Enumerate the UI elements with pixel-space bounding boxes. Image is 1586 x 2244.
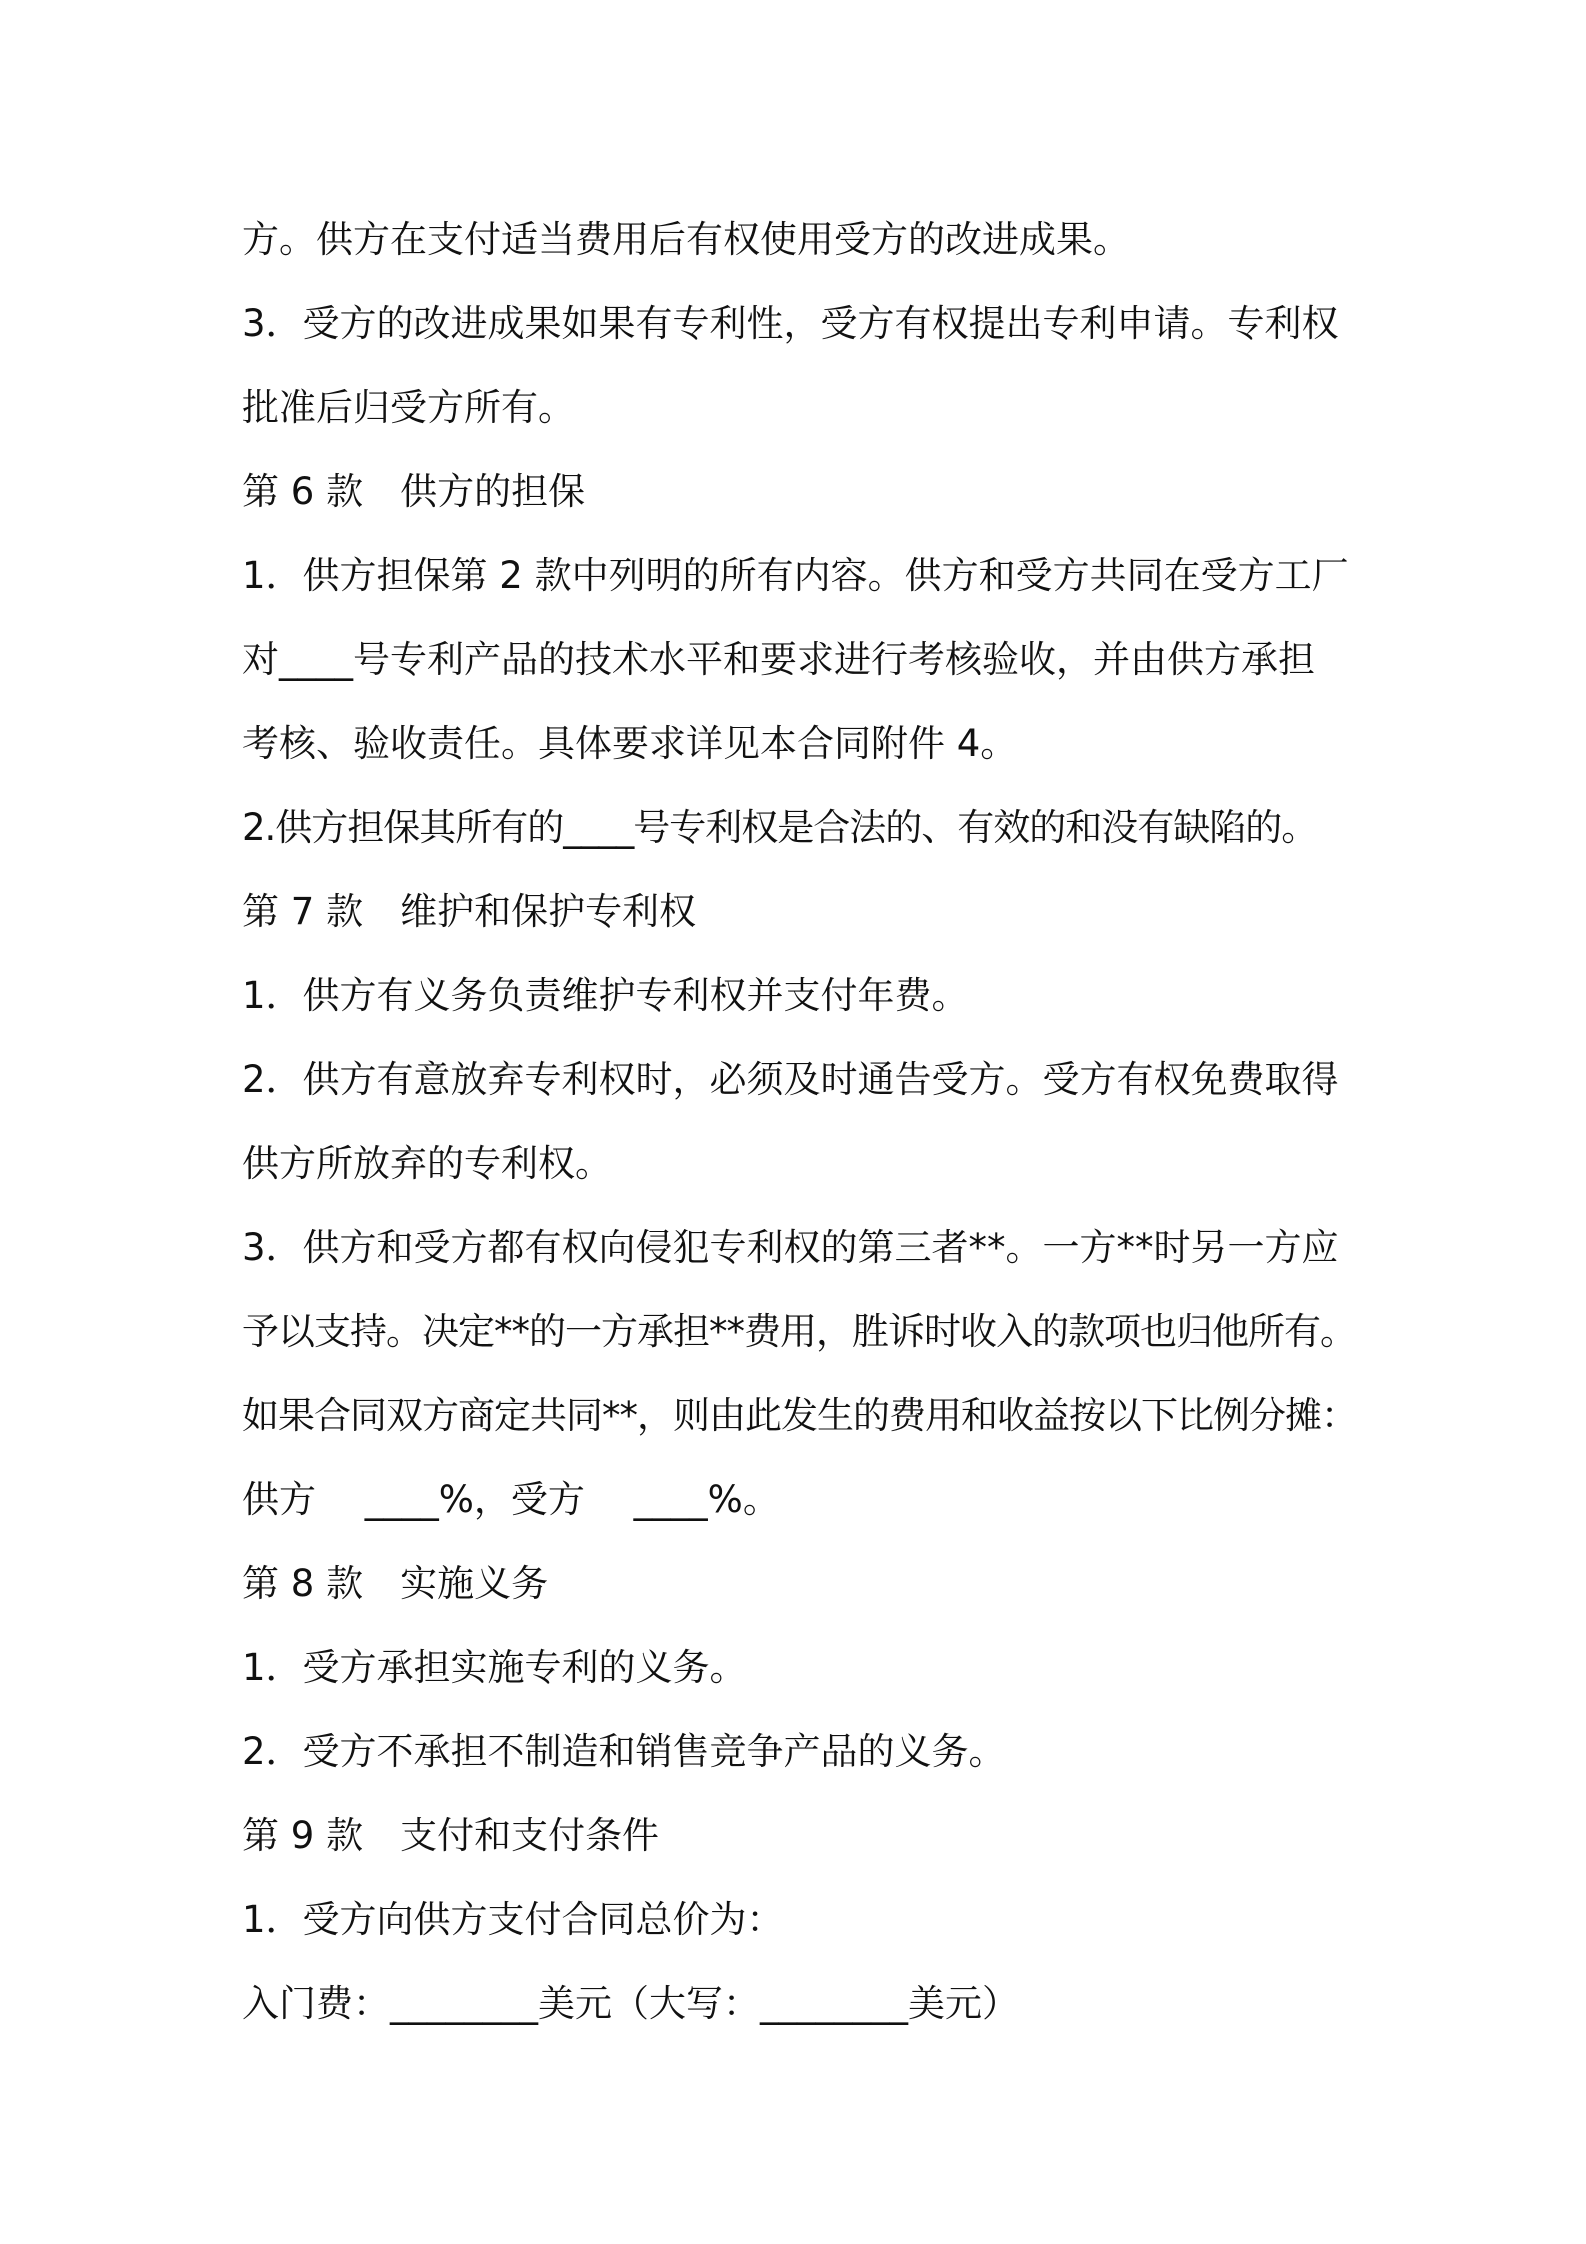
section-heading-7: 第 7 款 维护和保护专利权 (242, 890, 697, 933)
paragraph-line: 1．供方担保第 2 款中列明的所有内容。供方和受方共同在受方工厂 (242, 554, 1349, 597)
paragraph-line: 供方 ____%，受方 ____%。 (242, 1478, 780, 1521)
paragraph-line: 1．供方有义务负责维护专利权并支付年费。 (242, 974, 969, 1017)
paragraph-line: 1．受方承担实施专利的义务。 (242, 1646, 747, 1689)
paragraph-line: 2．受方不承担不制造和销售竞争产品的义务。 (242, 1730, 1006, 1773)
paragraph-line: 2.供方担保其所有的____号专利权是合法的、有效的和没有缺陷的。 (242, 806, 1318, 849)
paragraph-line: 2．供方有意放弃专利权时，必须及时通告受方。受方有权免费取得 (242, 1058, 1339, 1101)
paragraph-line: 批准后归受方所有。 (242, 386, 575, 429)
paragraph-line: 入门费：________美元（大写：________美元） (242, 1982, 1019, 2025)
paragraph-line: 对____号专利产品的技术水平和要求进行考核验收，并由供方承担 (242, 638, 1315, 681)
document-body (242, 198, 1362, 2046)
paragraph-line: 予以支持。决定**的一方承担**费用，胜诉时收入的款项也归他所有。 (242, 1310, 1356, 1353)
section-heading-6: 第 6 款 供方的担保 (242, 470, 586, 513)
paragraph-line: 3．受方的改进成果如果有专利性，受方有权提出专利申请。专利权 (242, 302, 1339, 345)
paragraph-line: 如果合同双方商定共同**，则由此发生的费用和收益按以下比例分摊： (242, 1394, 1357, 1437)
section-heading-8: 第 8 款 实施义务 (242, 1562, 549, 1605)
paragraph-line: 考核、验收责任。具体要求详见本合同附件 4。 (242, 722, 1018, 765)
paragraph-line: 供方所放弃的专利权。 (242, 1142, 612, 1185)
paragraph-line: 1．受方向供方支付合同总价为： (242, 1898, 784, 1941)
section-heading-9: 第 9 款 支付和支付条件 (242, 1814, 660, 1857)
paragraph-line: 方。供方在支付适当费用后有权使用受方的改进成果。 (242, 218, 1130, 261)
paragraph-line: 3．供方和受方都有权向侵犯专利权的第三者**。一方**时另一方应 (242, 1226, 1339, 1269)
